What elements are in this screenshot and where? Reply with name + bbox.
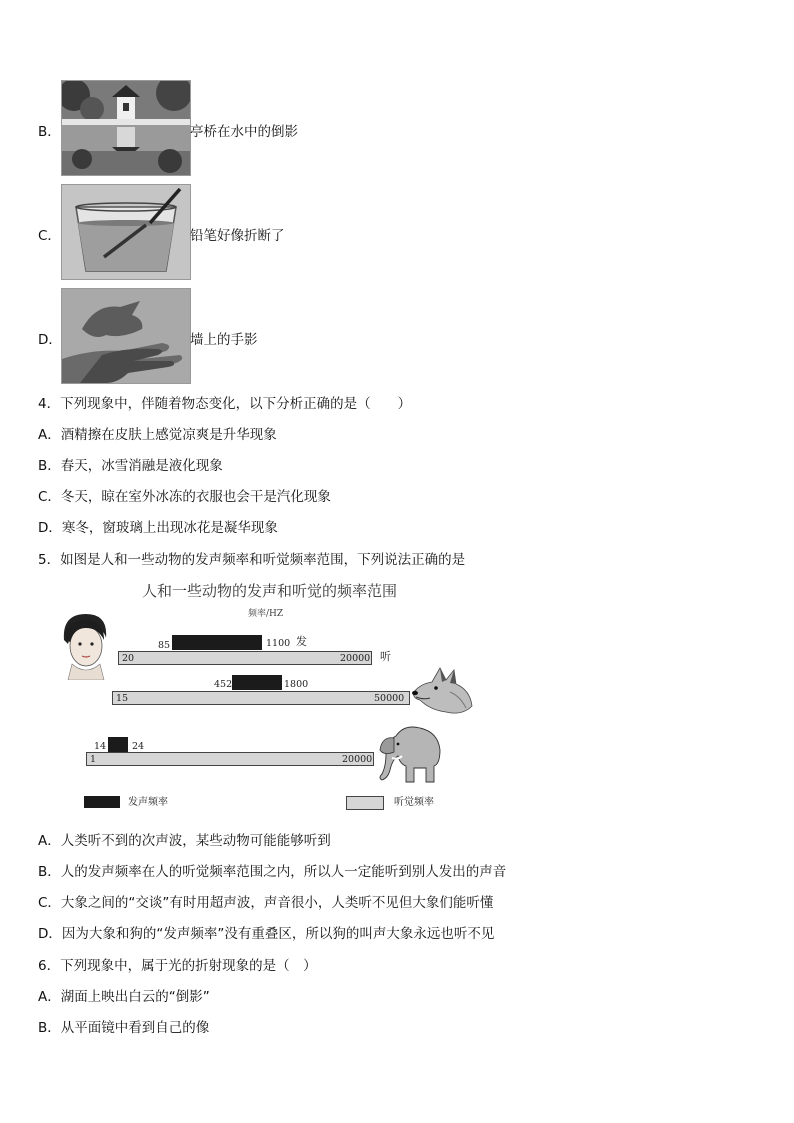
human-hear-bar: [118, 651, 372, 665]
question-6-option-a: A．湖面上映出白云的“倒影”: [38, 989, 210, 1005]
option-caption: 铅笔好像折断了: [190, 228, 285, 244]
option-caption: 墙上的手影: [190, 332, 258, 348]
human-face-icon: [58, 610, 112, 680]
question-4-option-a: A．酒精擦在皮肤上感觉凉爽是升华现象: [38, 427, 277, 443]
dog-hear-high-label: 50000: [374, 693, 405, 704]
option-caption: 亭桥在水中的倒影: [190, 124, 298, 140]
option-letter: D．: [38, 332, 62, 348]
hand-shadow-photo: [61, 288, 191, 384]
question-6-stem: 6．下列现象中，属于光的折射现象的是（ ）: [38, 958, 317, 974]
human-hear-high-label: 20000: [340, 653, 371, 664]
question-5-option-c: C．大象之间的“交谈”有时用超声波，声音很小，人类听不见但大象们能听懂: [38, 895, 494, 911]
option-letter: C．: [38, 228, 61, 244]
question-4-option-d: D．寒冬，窗玻璃上出现冰花是凝华现象: [38, 520, 278, 536]
legend-hear-label: 听觉频率: [394, 797, 434, 808]
elephant-hear-bar: [86, 752, 374, 766]
question-4-stem: 4．下列现象中，伴随着物态变化，以下分析正确的是（ ）: [38, 396, 412, 412]
chart-title: 人和一些动物的发声和听觉的频率范围: [142, 582, 398, 600]
question-6-option-b: B．从平面镜中看到自己的像: [38, 1020, 210, 1036]
elephant-emit-low-label: 14: [94, 741, 107, 752]
human-emit-high-label: 1100: [266, 638, 291, 649]
pencil-in-glass-photo: [61, 184, 191, 280]
dog-emit-high-label: 1800: [284, 679, 309, 690]
question-4-option-b: B．春天，冰雪消融是液化现象: [38, 458, 223, 474]
elephant-emit-high-label: 24: [132, 741, 145, 752]
legend-emit-swatch: [84, 796, 120, 808]
question-5-option-d: D．因为大象和狗的“发声频率”没有重叠区，所以狗的叫声大象永远也听不见: [38, 926, 495, 942]
dog-head-icon: [410, 666, 476, 718]
elephant-icon: [374, 720, 444, 786]
legend-hear-swatch: [346, 796, 384, 810]
human-emit-low-label: 85: [158, 640, 171, 651]
question-5-option-b: B．人的发声频率在人的听觉频率范围之内，所以人一定能听到别人发出的声音: [38, 864, 507, 880]
human-emit-tag: 发: [296, 635, 307, 648]
dog-emit-bar: [232, 675, 282, 690]
option-letter: B．: [38, 124, 61, 140]
dog-emit-low-label: 452: [214, 679, 233, 690]
elephant-hear-low-label: 1: [90, 754, 97, 765]
dog-hear-bar: [112, 691, 410, 705]
question-4-option-c: C．冬天，晾在室外冰冻的衣服也会干是汽化现象: [38, 489, 331, 505]
elephant-emit-bar: [108, 737, 128, 752]
human-hear-tag: 听: [380, 650, 391, 663]
question-5-option-a: A．人类听不到的次声波，某些动物可能能够听到: [38, 833, 331, 849]
chart-unit: 频率/HZ: [248, 609, 284, 619]
frequency-range-chart: [52, 578, 482, 818]
human-emit-bar: [172, 635, 262, 650]
elephant-hear-high-label: 20000: [342, 754, 373, 765]
human-hear-low-label: 20: [122, 653, 135, 664]
dog-hear-low-label: 15: [116, 693, 129, 704]
legend-emit-label: 发声频率: [128, 797, 168, 808]
pavilion-reflection-photo: [61, 80, 191, 176]
question-5-stem: 5．如图是人和一些动物的发声频率和听觉频率范围，下列说法正确的是: [38, 552, 466, 568]
